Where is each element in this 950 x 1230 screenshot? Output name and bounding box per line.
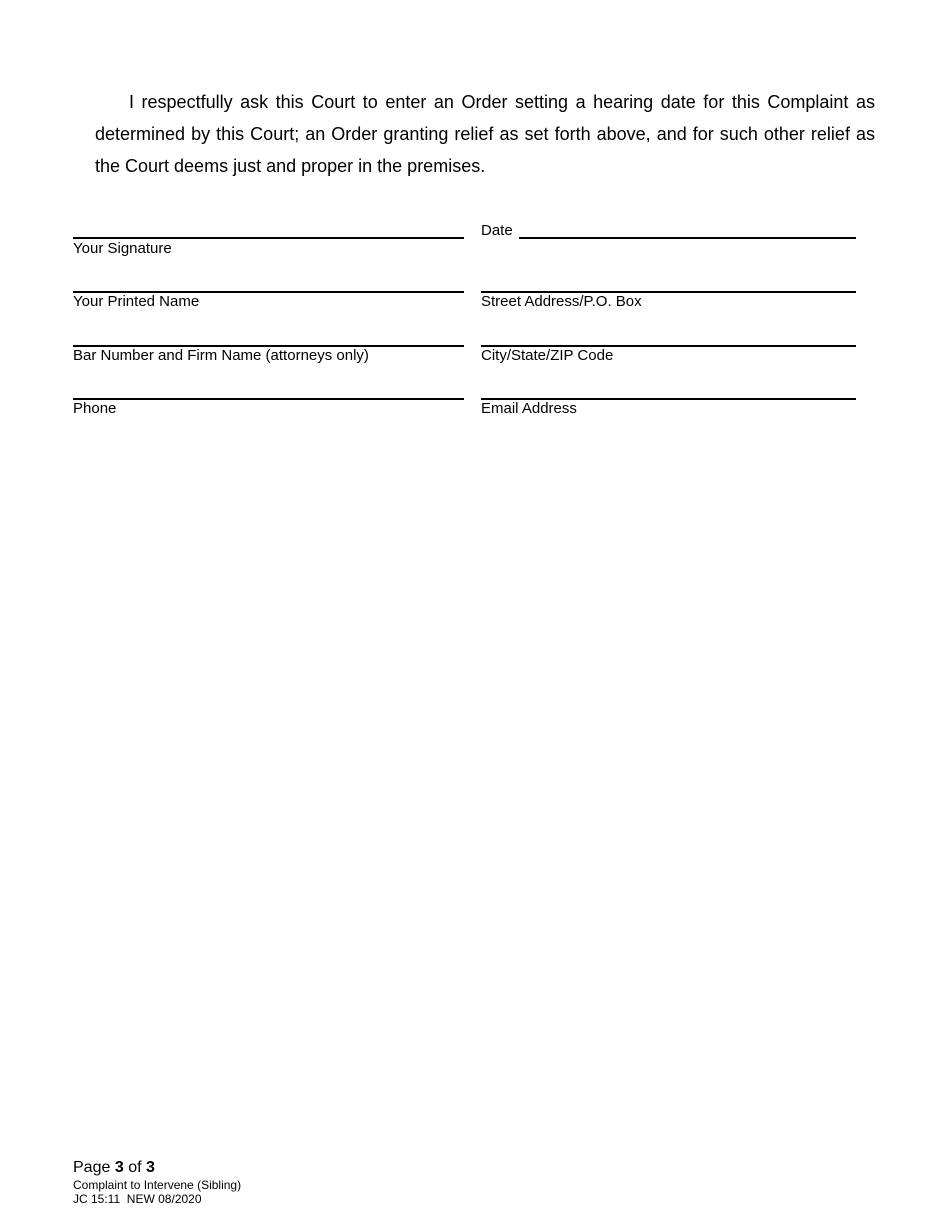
form-title: Complaint to Intervene (Sibling) bbox=[73, 1178, 242, 1192]
date-line[interactable] bbox=[519, 237, 856, 239]
page-current: 3 bbox=[114, 1159, 124, 1176]
page-number bbox=[73, 1158, 155, 1178]
page-word: Page bbox=[73, 1159, 111, 1176]
phone-line[interactable] bbox=[73, 398, 464, 400]
city-state-zip-label: City/State/ZIP Code bbox=[481, 347, 614, 364]
printed-name-label: Your Printed Name bbox=[73, 293, 200, 310]
street-address-label: Street Address/P.O. Box bbox=[481, 293, 642, 310]
bar-number-label: Bar Number and Firm Name (attorneys only) bbox=[73, 347, 369, 364]
phone-label: Phone bbox=[73, 400, 117, 417]
date-label: Date bbox=[481, 222, 513, 239]
page-total: 3 bbox=[145, 1159, 155, 1176]
form-code: JC 15:11 NEW 08/2020 bbox=[73, 1192, 202, 1206]
signature-line[interactable] bbox=[73, 237, 464, 239]
prayer-for-relief-paragraph: I respectfully ask this Court to enter an Order setting a hearing date for this Complaint as determined by this Court; an Order granting relief as set forth above, and for such other relief as the Court deems just and proper in the premises. bbox=[95, 92, 875, 176]
of-word: of bbox=[128, 1159, 142, 1176]
signature-label: Your Signature bbox=[73, 240, 172, 257]
email-label: Email Address bbox=[481, 400, 577, 417]
